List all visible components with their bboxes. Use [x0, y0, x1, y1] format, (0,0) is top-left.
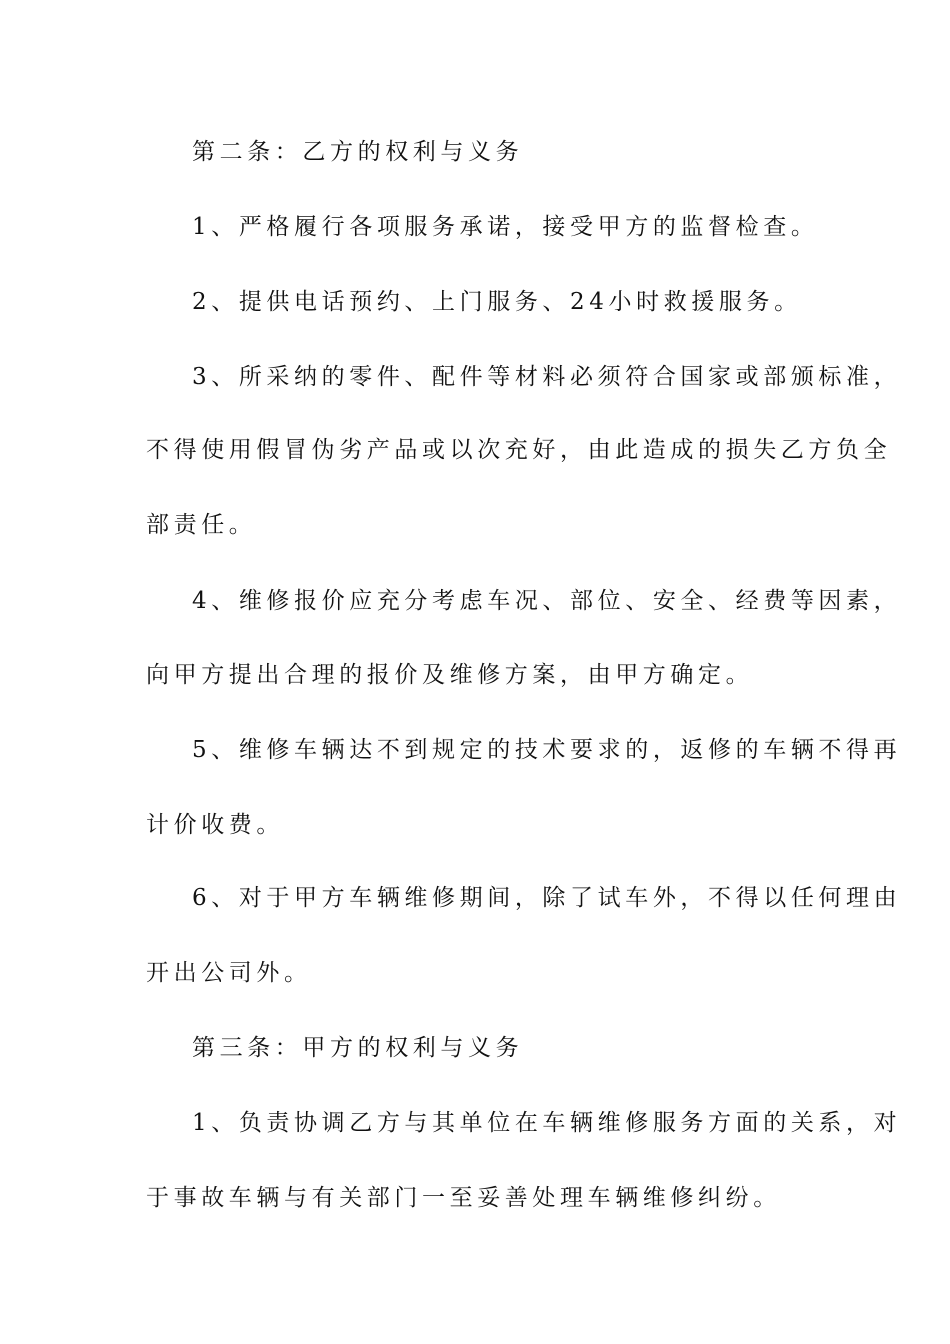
clause-2-6-line-2: 开出公司外。 [146, 960, 312, 986]
clause-2-6-line-1: 6、对于甲方车辆维修期间，除了试车外，不得以任何理由 [192, 885, 902, 911]
clause-2-3-line-2: 不得使用假冒伪劣产品或以次充好，由此造成的损失乙方负全 [146, 437, 892, 463]
clause-2-5-line-1: 5、维修车辆达不到规定的技术要求的，返修的车辆不得再 [192, 737, 902, 763]
clause-2-2: 2、提供电话预约、上门服务、24小时救援服务。 [192, 289, 802, 315]
clause-3-1-line-2: 于事故车辆与有关部门一至妥善处理车辆维修纠纷。 [146, 1185, 781, 1211]
clause-2-1: 1、严格履行各项服务承诺，接受甲方的监督检查。 [192, 214, 819, 240]
article-3-heading: 第三条：甲方的权利与义务 [192, 1035, 524, 1061]
article-2-heading: 第二条：乙方的权利与义务 [192, 139, 524, 165]
clause-2-3-line-3: 部责任。 [146, 512, 257, 538]
clause-2-3-line-1: 3、所采纳的零件、配件等材料必须符合国家或部颁标准， [192, 364, 902, 390]
clause-2-4-line-2: 向甲方提出合理的报价及维修方案，由甲方确定。 [146, 662, 754, 688]
clause-3-1-line-1: 1、负责协调乙方与其单位在车辆维修服务方面的关系，对 [192, 1110, 902, 1136]
clause-2-5-line-2: 计价收费。 [146, 812, 284, 838]
clause-2-4-line-1: 4、维修报价应充分考虑车况、部位、安全、经费等因素， [192, 588, 902, 614]
